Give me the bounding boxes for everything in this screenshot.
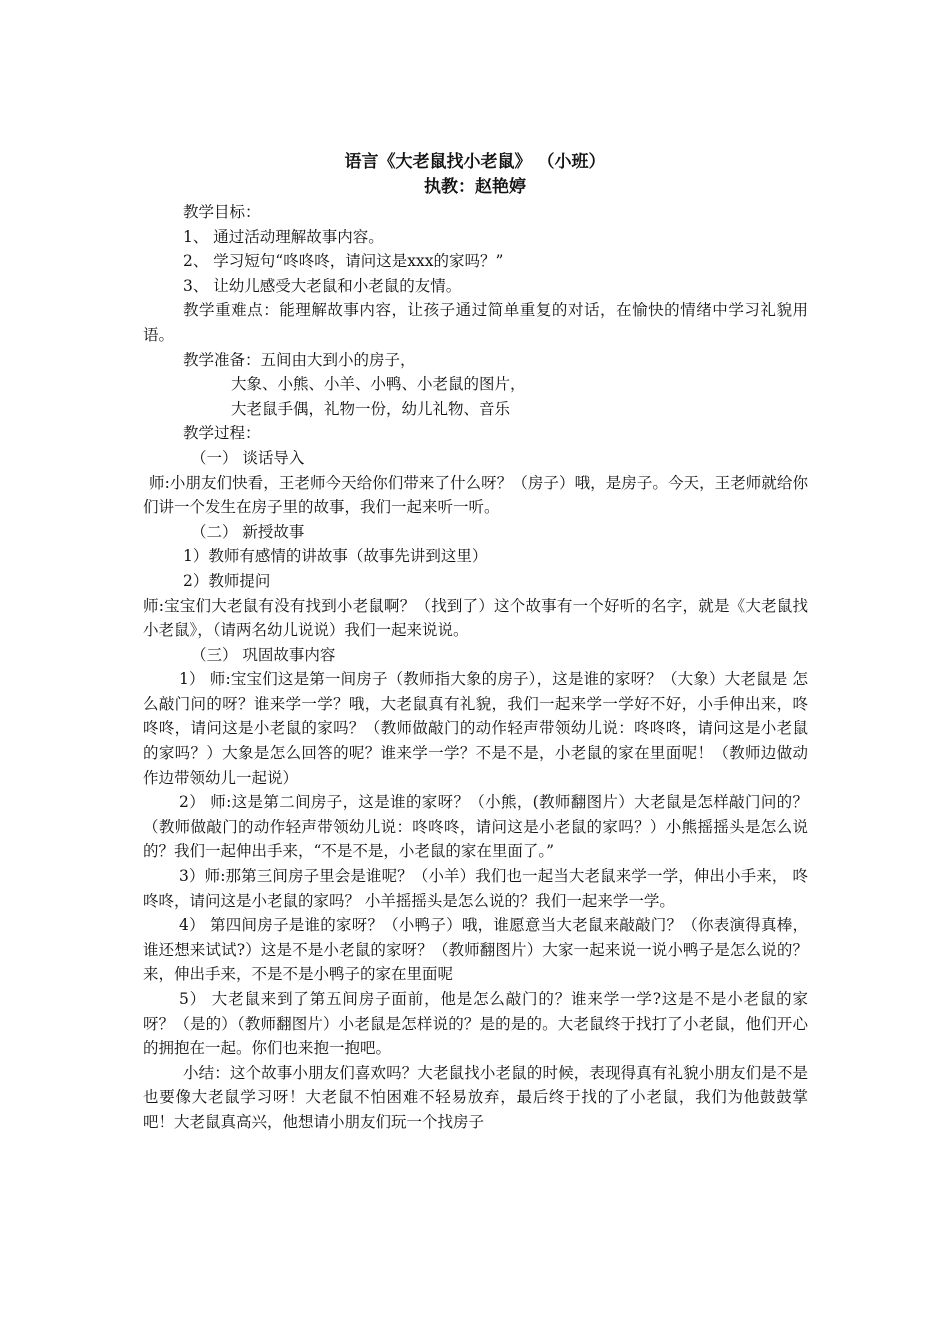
paragraph: 1） 师:宝宝们这是第一间房子（教师指大象的房子），这是谁的家呀？（大象）大老鼠是 怎么敲门问的呀？谁来学一学？哦，大老鼠真有礼貌，我们一起来学一学好不好，小手伸出来，咚咚咚，请问这是小老鼠的家吗？（教师做敲门的动作轻声带领幼儿说：咚咚咚，请问这是小老鼠的家吗？）大象是怎么回答的呢？谁来学一学？不是不是，小老鼠的家在里面呢！（教师边做动作边带领幼儿一起说） — [143, 670, 808, 787]
paragraph: 2）教师提问 — [183, 571, 271, 590]
paragraph: 教学过程： — [183, 424, 261, 443]
paragraph: 4） 第四间房子是谁的家呀？（小鸭子）哦，谁愿意当大老鼠来敲敲门？（你表演得真棒，谁还想来试试?）这是不是小老鼠的家呀？（教师翻图片）大家一起来说一说小鸭子是怎么说的？来，伸出手来，不是不是小鸭子的家在里面呢 — [143, 916, 808, 984]
paragraph: 5） 大老鼠来到了第五间房子面前，他是怎么敲门的？谁来学一学?这是不是小老鼠的家 呀？（是的）（教师翻图片）小老鼠是怎样说的？是的是的。大老鼠终于找打了小老鼠，他们开心的拥抱在一起。你们也来抱一抱吧。 — [143, 990, 808, 1058]
document-subtitle: 执教：赵艳婷 — [424, 177, 526, 197]
paragraph: 小结：这个故事小朋友们喜欢吗？大老鼠找小老鼠的时候，表现得真有礼貌小朋友们是不是也要像大老鼠学习呀！大老鼠不怕困难不轻易放弃，最后终于找的了小老鼠，我们为他鼓鼓掌吧！大老鼠真高兴，他想请小朋友们玩一个找房子 — [143, 1063, 808, 1131]
paragraph: 1、 通过活动理解故事内容。 — [183, 227, 384, 246]
paragraph: 3、 让幼儿感受大老鼠和小老鼠的友情。 — [183, 276, 462, 295]
paragraph: 1）教师有感情的讲故事（故事先讲到这里） — [183, 547, 488, 566]
section-heading: （一） 谈话导入 — [191, 448, 305, 467]
paragraph: 教学准备：五间由大到小的房子， — [183, 350, 416, 369]
document-title: 语言《大老鼠找小老鼠》 （小班） — [344, 152, 606, 172]
paragraph: 教学目标： — [183, 203, 261, 221]
paragraph: 师:宝宝们大老鼠有没有找到小老鼠啊？（找到了）这个故事有一个好听的名字，就是《大老鼠找小老鼠》，（请两名幼儿说说）我们一起来说说。 — [143, 596, 808, 640]
section-heading: （三） 巩固故事内容 — [191, 645, 336, 664]
paragraph: 师:小朋友们快看，王老师今天给你们带来了什么呀？（房子）哦，是房子。今天，王老师就给你们讲一个发生在房子里的故事，我们一起来听一听。 — [143, 473, 808, 517]
paragraph: 2、 学习短句“咚咚咚，请问这是xxx的家吗？” — [183, 252, 504, 271]
section-heading: （二） 新授故事 — [191, 522, 305, 541]
paragraph: 大老鼠手偶，礼物一份，幼儿礼物、音乐 — [231, 399, 511, 418]
document-body — [143, 200, 808, 1135]
paragraph: 大象、小熊、小羊、小鸭、小老鼠的图片， — [231, 375, 526, 394]
paragraph: 教学重难点：能理解故事内容，让孩子通过简单重复的对话，在愉快的情绪中学习礼貌用语。 — [143, 301, 808, 344]
paragraph: 3）师:那第三间房子里会是谁呢？（小羊）我们也一起当大老鼠来学一学，伸出小手来， 咚咚咚，请问这是小老鼠的家吗？ 小羊摇摇头是怎么说的？我们一起来学一学。 — [143, 867, 808, 910]
paragraph: 2） 师:这是第二间房子，这是谁的家呀？（小熊，(教师翻图片）大老鼠是怎样敲门问的？（教师做敲门的动作轻声带领幼儿说：咚咚咚，请问这是小老鼠的家吗？）小熊摇摇头是怎么说的？我们一起伸出手来，“不是不是，小老鼠的家在里面了。” — [143, 793, 808, 861]
